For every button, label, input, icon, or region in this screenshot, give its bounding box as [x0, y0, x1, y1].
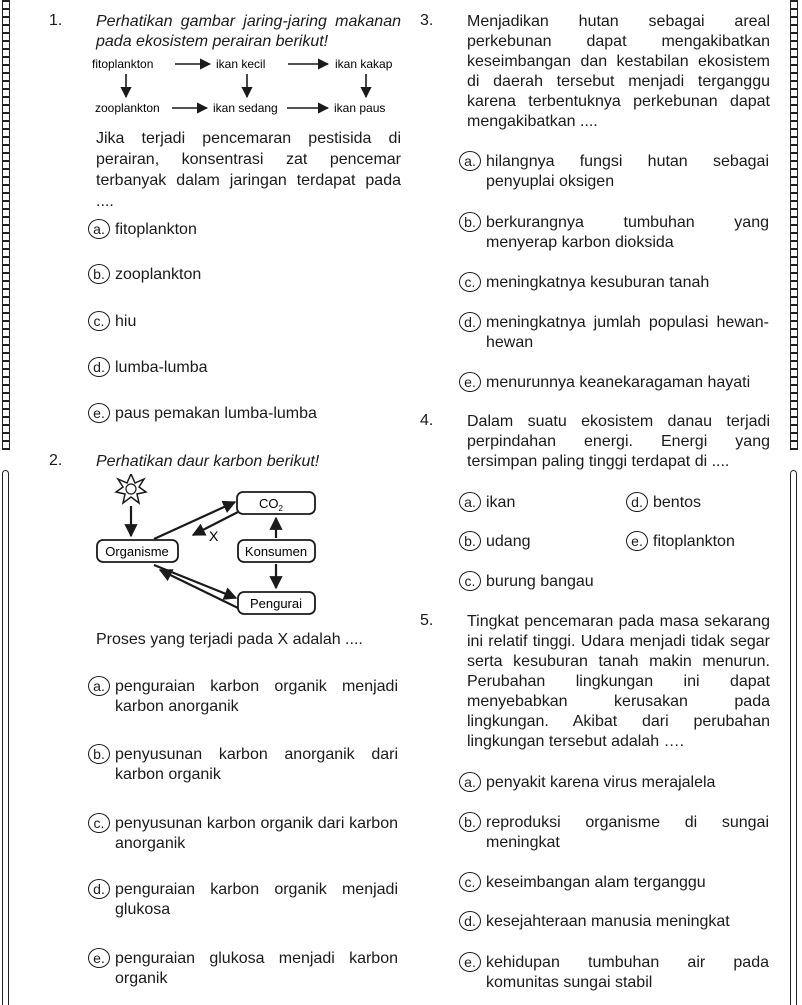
q1-option-c[interactable] [88, 312, 136, 332]
option-text: reproduksi organisme di sungai meningkat [486, 814, 769, 851]
question-4-text: Dalam suatu ekosistem danau terjadi perpindahan energi. Energi yang tersimpan paling tinggi terdapat di .... [467, 413, 770, 470]
question-2-number: 2. [49, 452, 63, 469]
node-ikan-sedang: ikan sedang [213, 101, 278, 115]
option-letter-badge: e. [459, 372, 481, 392]
q5-option-e[interactable] [459, 953, 771, 993]
food-web-diagram [90, 52, 410, 120]
option-letter-badge: c. [459, 872, 481, 892]
q1-option-b[interactable] [88, 265, 201, 285]
left-binding-strip [2, 0, 10, 1004]
option-text: lumba-lumba [115, 359, 208, 376]
q2-option-b[interactable] [88, 745, 398, 785]
q4-option-e[interactable] [626, 532, 735, 552]
option-text: fitoplankton [653, 533, 735, 550]
q3-option-a[interactable] [459, 152, 771, 192]
q2-option-e[interactable] [88, 949, 398, 989]
option-letter-badge: a. [459, 492, 481, 512]
question-4-number: 4. [420, 412, 434, 429]
sun-icon [116, 474, 146, 503]
option-letter-badge: a. [459, 772, 481, 792]
q3-option-d[interactable] [459, 313, 771, 353]
question-2-prompt: Perhatikan daur karbon berikut! [96, 453, 320, 470]
pengurai-label: Pengurai [249, 596, 303, 611]
option-letter-badge: a. [88, 676, 110, 696]
q5-option-c[interactable] [459, 873, 771, 893]
option-letter-badge: c. [88, 813, 110, 833]
option-letter-badge: c. [459, 272, 481, 292]
option-text: meningkatnya jumlah populasi hewan-hewan [486, 314, 769, 351]
q3-option-c[interactable] [459, 273, 771, 293]
q1-option-e[interactable] [88, 404, 317, 424]
option-text: hiu [115, 313, 137, 330]
co2-label: $CO_2$ [259, 496, 283, 513]
option-text: berkurangnya tumbuhan yang menyerap karbon dioksida [486, 214, 769, 251]
q2-option-a[interactable] [88, 677, 398, 717]
option-text: paus pemakan lumba-lumba [115, 405, 317, 422]
option-text: ikan [486, 494, 516, 511]
q3-option-e[interactable] [459, 373, 771, 393]
q4-option-d[interactable] [626, 493, 701, 513]
question-2-text: Proses yang terjadi pada X adalah .... [96, 631, 363, 648]
right-binding-bar [790, 470, 797, 1005]
q4-option-a[interactable] [459, 493, 515, 513]
q5-option-b[interactable] [459, 813, 771, 853]
option-letter-badge: d. [459, 312, 481, 332]
right-binding-dashes [790, 0, 798, 450]
arrow-pengurai-organisme [160, 570, 238, 608]
q2-option-d[interactable] [88, 880, 398, 920]
option-text: penguraian karbon organik menjadi glukosa [115, 881, 398, 918]
left-binding-bar [2, 470, 9, 1005]
node-ikan-kakap: ikan kakap [335, 57, 393, 71]
q5-option-d[interactable] [459, 912, 771, 932]
option-text: keseimbangan alam terganggu [486, 874, 706, 891]
option-letter-badge: b. [459, 212, 481, 232]
option-text: penyusunan karbon anorganik dari karbon organik [115, 746, 398, 783]
option-letter-badge: d. [626, 492, 648, 512]
node-ikan-kecil: ikan kecil [216, 57, 266, 71]
node-zooplankton: zooplankton [95, 101, 160, 115]
option-letter-badge: d. [88, 879, 110, 899]
q3-option-b[interactable] [459, 213, 771, 253]
option-text: penyakit karena virus merajalela [486, 774, 716, 791]
option-letter-badge: b. [459, 531, 481, 551]
option-letter-badge: e. [88, 403, 110, 423]
option-letter-badge: c. [459, 571, 481, 591]
option-text: kesejahteraan manusia meningkat [486, 913, 730, 930]
option-text: kehidupan tumbuhan air pada komunitas sungai stabil [486, 954, 769, 991]
q5-option-a[interactable] [459, 773, 771, 793]
carbon-cycle-diagram [94, 474, 324, 619]
option-letter-badge: d. [459, 911, 481, 931]
q2-option-c[interactable] [88, 814, 398, 854]
question-1-prompt: Perhatikan gambar jaring-jaring makanan pada ekosistem perairan berikut! [96, 13, 401, 50]
question-5-text: Tingkat pencemaran pada masa sekarang ini relatif tinggi. Udara menjadi tidak segar serta kesuburan tanah makin menurun. Perubahan lingkungan ini dapat menyebabkan kerusakan pada lingkungan. Akibat dari perubahan lingkungan tersebut adalah …. [467, 613, 770, 750]
option-letter-badge: e. [626, 531, 648, 551]
q1-option-d[interactable] [88, 358, 207, 378]
option-letter-badge: e. [459, 952, 481, 972]
option-text: meningkatnya kesuburan tanah [486, 274, 710, 291]
node-fitoplankton: fitoplankton [92, 57, 154, 71]
option-text: penyusunan karbon organik dari karbon anorganik [115, 815, 398, 852]
right-binding-strip [790, 0, 798, 1004]
option-text: fitoplankton [115, 221, 197, 238]
x-label: X [209, 528, 219, 544]
option-letter-badge: c. [88, 311, 110, 331]
option-letter-badge: a. [88, 219, 110, 239]
option-letter-badge: b. [88, 264, 110, 284]
question-5-number: 5. [420, 612, 434, 629]
node-ikan-paus: ikan paus [334, 101, 386, 115]
option-text: hilangnya fungsi hutan sebagai penyuplai oksigen [486, 153, 769, 190]
question-1-text: Jika terjadi pencemaran pestisida di perairan, konsentrasi zat pencemar terbanyak dalam jaringan terdapat pada .... [96, 130, 401, 210]
q4-option-b[interactable] [459, 532, 531, 552]
option-text: udang [486, 533, 531, 550]
q4-option-c[interactable] [459, 572, 594, 592]
option-letter-badge: b. [459, 812, 481, 832]
question-3-number: 3. [420, 12, 434, 29]
option-letter-badge: b. [88, 744, 110, 764]
option-text: menurunnya keanekaragaman hayati [486, 374, 751, 391]
option-letter-badge: d. [88, 357, 110, 377]
option-text: penguraian karbon organik menjadi karbon anorganik [115, 678, 398, 715]
option-letter-badge: e. [88, 948, 110, 968]
option-letter-badge: a. [459, 151, 481, 171]
option-text: burung bangau [486, 573, 594, 590]
arrow-organisme-pengurai [154, 565, 236, 598]
organisme-label: Organisme [105, 544, 169, 559]
option-text: zooplankton [115, 266, 202, 283]
question-3-text: Menjadikan hutan sebagai areal perkebunan dapat mengakibatkan keseimbangan dan kestabilan ekosistem di daerah tersebut menjadi terganggu karena terbentuknya perkebunan dapat mengakibatkan .... [467, 13, 770, 130]
question-1-number: 1. [49, 12, 63, 29]
q1-option-a[interactable] [88, 220, 197, 240]
left-binding-dashes [2, 0, 10, 450]
option-text: bentos [653, 494, 702, 511]
konsumen-label: Konsumen [244, 544, 308, 559]
option-text: penguraian glukosa menjadi karbon organik [115, 950, 398, 987]
